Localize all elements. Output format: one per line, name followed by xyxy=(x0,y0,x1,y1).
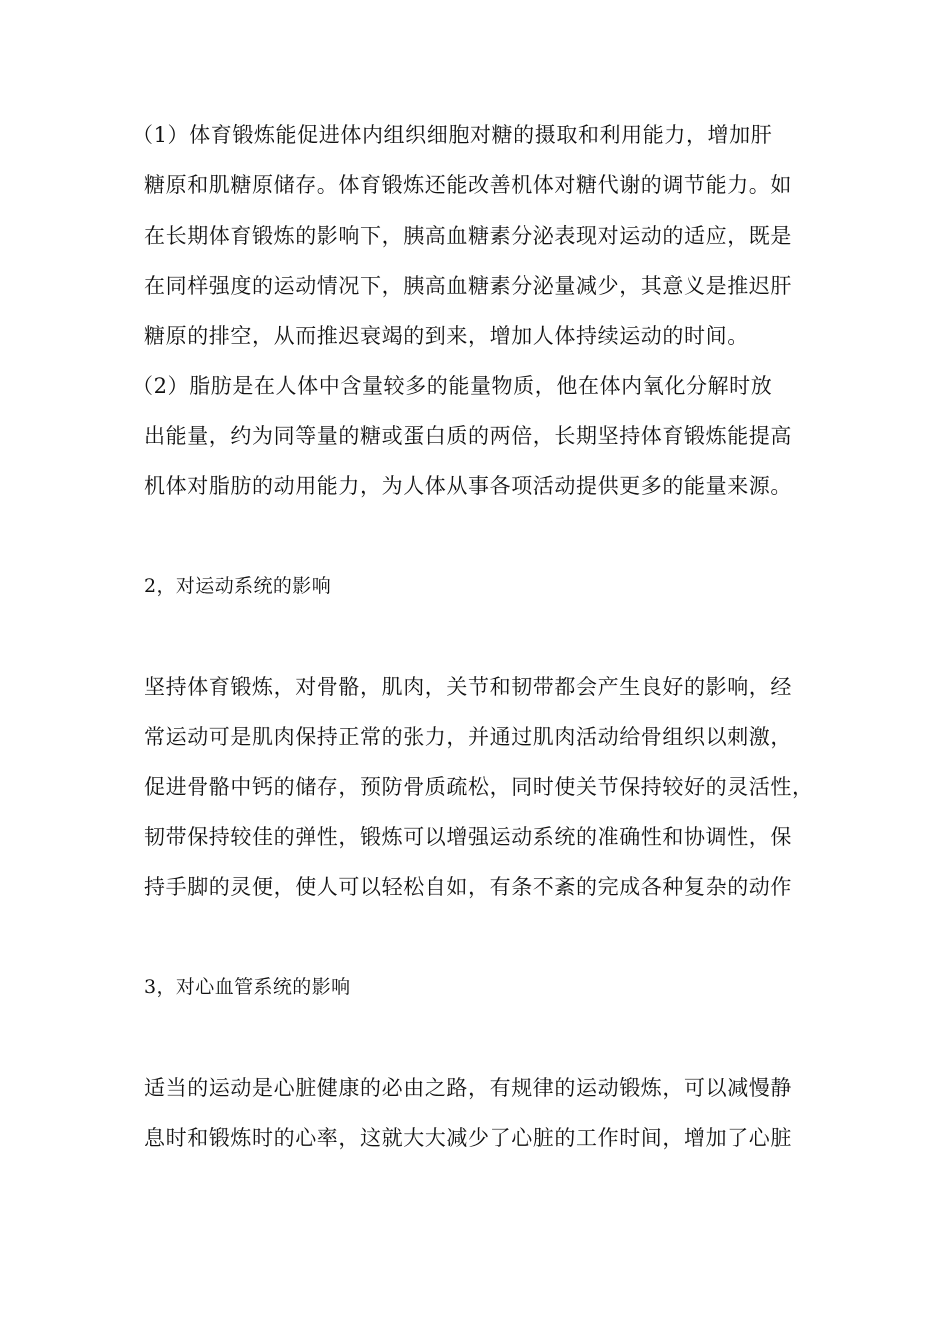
paragraph-line: 糖原的排空，从而推迟衰竭的到来，增加人体持续运动的时间。 xyxy=(144,324,749,348)
paragraph-line: 促进骨骼中钙的储存，预防骨质疏松，同时使关节保持较好的灵活性， xyxy=(144,775,814,799)
paragraph-line: （1）体育锻炼能促进体内组织细胞对糖的摄取和利用能力，增加肝 xyxy=(132,123,773,147)
paragraph-line: 息时和锻炼时的心率，这就大大减少了心脏的工作时间，增加了心脏 xyxy=(144,1126,792,1150)
paragraph-line: 在同样强度的运动情况下，胰高血糖素分泌量减少，其意义是推迟肝 xyxy=(144,274,792,298)
paragraph-line: 适当的运动是心脏健康的必由之路，有规律的运动锻炼，可以减慢静 xyxy=(144,1076,792,1100)
section-heading: 2，对运动系统的影响 xyxy=(144,575,332,597)
paragraph-line: 在长期体育锻炼的影响下，胰高血糖素分泌表现对运动的适应，既是 xyxy=(144,224,792,248)
paragraph-line: 糖原和肌糖原储存。体育锻炼还能改善机体对糖代谢的调节能力。如 xyxy=(144,173,792,197)
paragraph-line: 坚持体育锻炼，对骨骼，肌肉，关节和韧带都会产生良好的影响，经 xyxy=(144,675,792,699)
paragraph-line: （2）脂肪是在人体中含量较多的能量物质，他在体内氧化分解时放 xyxy=(132,374,773,398)
paragraph-line: 出能量，约为同等量的糖或蛋白质的两倍，长期坚持体育锻炼能提高 xyxy=(144,424,792,448)
section-heading: 3，对心血管系统的影响 xyxy=(144,976,351,998)
paragraph-line: 持手脚的灵便，使人可以轻松自如，有条不紊的完成各种复杂的动作 xyxy=(144,875,792,899)
paragraph-line: 韧带保持较佳的弹性，锻炼可以增强运动系统的准确性和协调性，保 xyxy=(144,825,792,849)
paragraph-line: 机体对脂肪的动用能力，为人体从事各项活动提供更多的能量来源。 xyxy=(144,474,792,498)
paragraph-line: 常运动可是肌肉保持正常的张力，并通过肌肉活动给骨组织以刺激， xyxy=(144,725,792,749)
